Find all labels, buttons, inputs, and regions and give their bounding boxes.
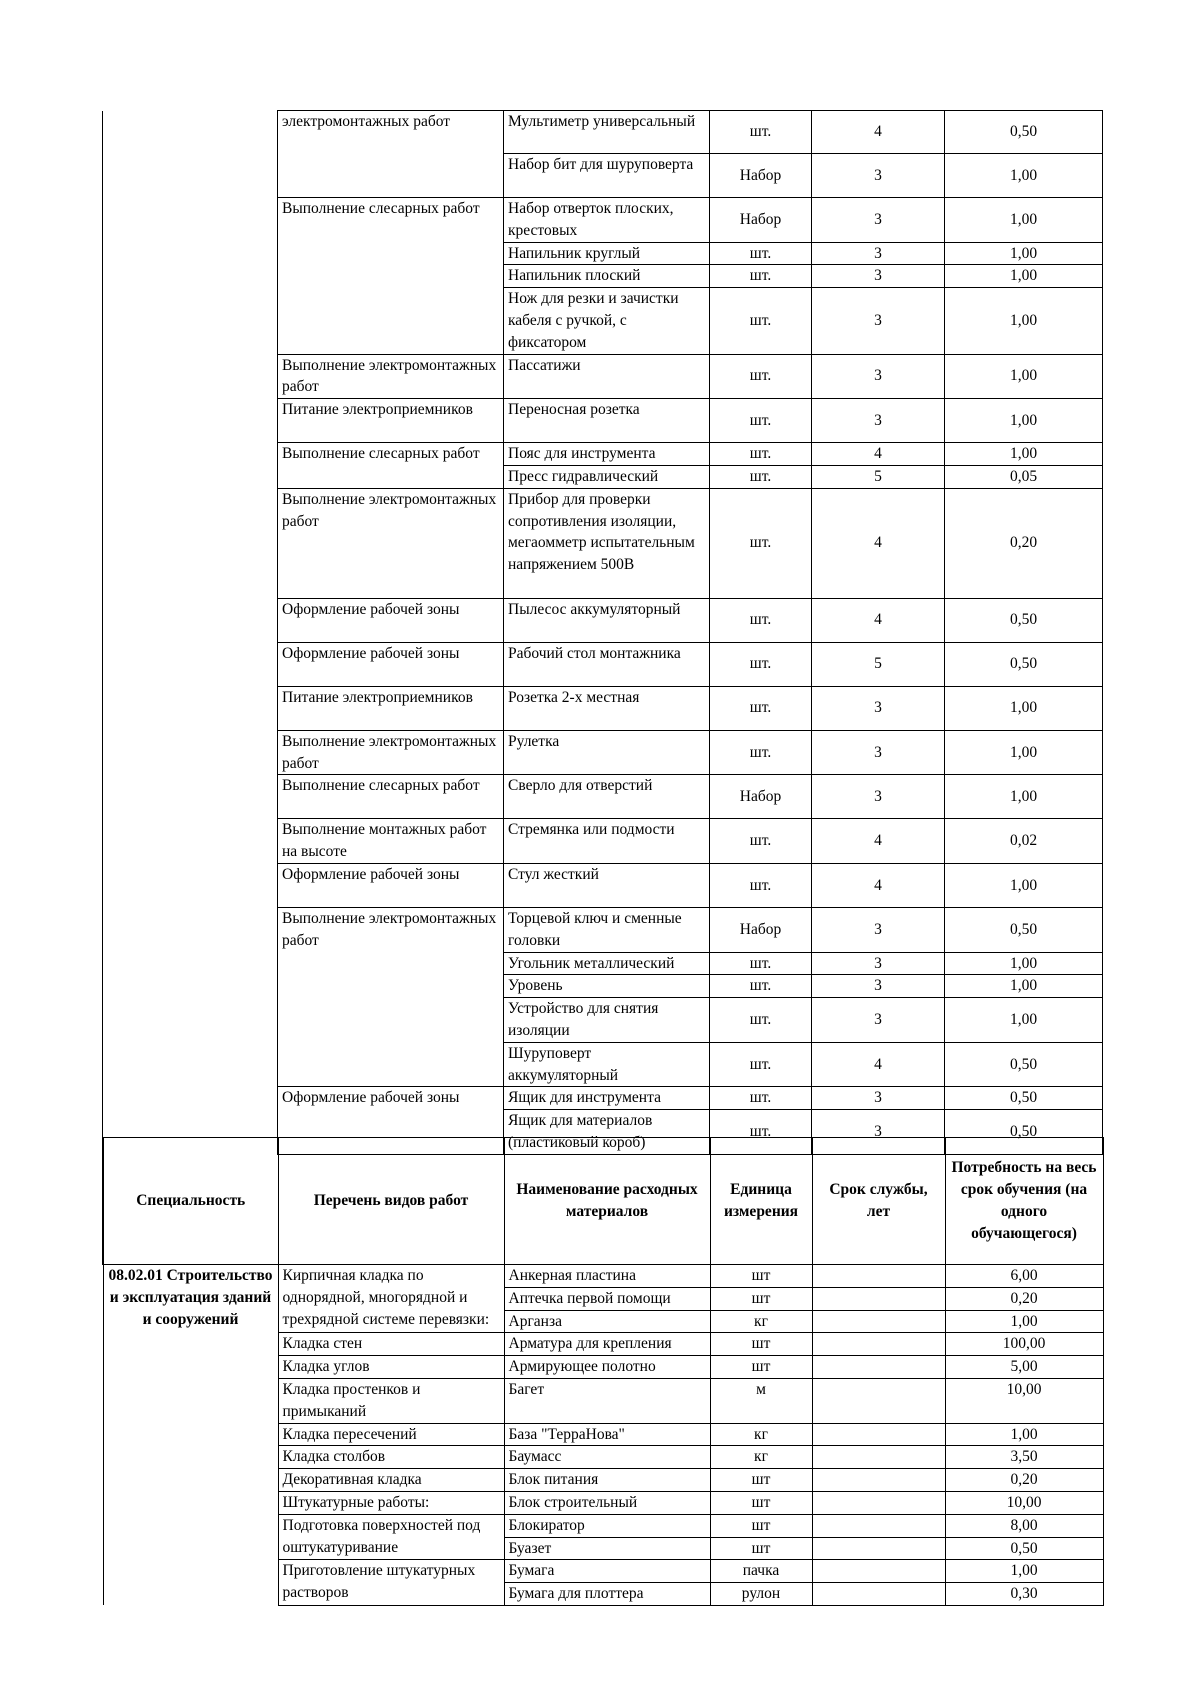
work-cell: Подготовка поверхностей под оштукатуривание: [278, 1514, 504, 1560]
item-cell: Устройство для снятия изоляции: [504, 998, 710, 1043]
unit-cell: шт.: [710, 686, 812, 730]
need-cell: 1,00: [945, 354, 1103, 399]
work-cell: Кладка пересечений: [278, 1423, 504, 1446]
work-cell: Выполнение слесарных работ: [278, 443, 504, 489]
item-cell: Розетка 2-х местная: [504, 686, 710, 730]
unit-cell: шт.: [710, 443, 812, 466]
life-cell: [812, 1378, 945, 1423]
need-cell: 1,00: [945, 730, 1103, 775]
life-cell: 3: [812, 242, 945, 265]
need-cell: 0,20: [945, 1469, 1103, 1492]
need-cell: 0,50: [945, 598, 1103, 642]
work-cell: Кирпичная кладка по однорядной, многорядной и трехрядной системе перевязки:: [278, 1265, 504, 1333]
need-cell: 0,50: [945, 1537, 1103, 1560]
unit-cell: шт.: [710, 1110, 812, 1155]
item-cell: Ящик для инструмента: [504, 1087, 710, 1110]
work-cell: Декоративная кладка: [278, 1469, 504, 1492]
item-cell: Напильник круглый: [504, 242, 710, 265]
work-cell: Кладка столбов: [278, 1446, 504, 1469]
item-cell: Блок питания: [504, 1469, 710, 1492]
life-cell: 4: [812, 488, 945, 598]
need-cell: 0,50: [945, 1042, 1103, 1087]
item-cell: Пассатижи: [504, 354, 710, 399]
unit-cell: шт.: [710, 975, 812, 998]
life-cell: 4: [812, 111, 945, 154]
work-cell: Питание электроприемников: [278, 399, 504, 443]
item-cell: Набор отверток плоских, крестовых: [504, 198, 710, 243]
item-cell: Анкерная пластина: [504, 1265, 710, 1288]
life-cell: [812, 1265, 945, 1288]
unit-cell: пачка: [710, 1560, 812, 1583]
item-cell: Пресс гидравлический: [504, 465, 710, 488]
header-works: Перечень видов работ: [278, 1138, 504, 1265]
work-cell: Кладка углов: [278, 1356, 504, 1379]
unit-cell: шт.: [710, 598, 812, 642]
need-cell: 1,00: [945, 952, 1103, 975]
unit-cell: шт.: [710, 952, 812, 975]
need-cell: 10,00: [945, 1378, 1103, 1423]
need-cell: 1,00: [945, 265, 1103, 288]
need-cell: 0,02: [945, 819, 1103, 864]
unit-cell: шт.: [710, 998, 812, 1043]
item-cell: Аптечка первой помощи: [504, 1287, 710, 1310]
unit-cell: шт.: [710, 819, 812, 864]
unit-cell: шт: [710, 1287, 812, 1310]
item-cell: Бумага: [504, 1560, 710, 1583]
need-cell: 1,00: [945, 863, 1103, 907]
life-cell: [812, 1560, 945, 1583]
item-cell: Мультиметр универсальный: [504, 111, 710, 154]
life-cell: [812, 1583, 945, 1606]
life-cell: 4: [812, 443, 945, 466]
table-header-row: [103, 1138, 1103, 1265]
item-cell: Переносная розетка: [504, 399, 710, 443]
need-cell: 5,00: [945, 1356, 1103, 1379]
need-cell: 0,20: [945, 1287, 1103, 1310]
work-cell: Питание электроприемников: [278, 686, 504, 730]
item-cell: Сверло для отверстий: [504, 775, 710, 819]
unit-cell: шт.: [710, 1042, 812, 1087]
life-cell: [812, 1514, 945, 1537]
life-cell: 4: [812, 598, 945, 642]
need-cell: 0,50: [945, 642, 1103, 686]
specialty-cell: 08.02.01 Строительство и эксплуатация зданий и сооружений: [103, 1265, 278, 1606]
unit-cell: шт: [710, 1514, 812, 1537]
unit-cell: шт: [710, 1356, 812, 1379]
unit-cell: шт.: [710, 730, 812, 775]
item-cell: Стремянка или подмости: [504, 819, 710, 864]
need-cell: 0,50: [945, 907, 1103, 952]
life-cell: [812, 1537, 945, 1560]
header-need: Потребность на весь срок обучения (на одного обучающегося): [945, 1138, 1103, 1265]
specialty-cell: [103, 111, 278, 1155]
equipment-table: [102, 110, 1103, 1155]
item-cell: Рулетка: [504, 730, 710, 775]
item-cell: Угольник металлический: [504, 952, 710, 975]
unit-cell: шт.: [710, 465, 812, 488]
need-cell: 1,00: [945, 775, 1103, 819]
item-cell: Нож для резки и зачистки кабеля с ручкой, с фиксатором: [504, 288, 710, 354]
need-cell: 1,00: [945, 443, 1103, 466]
work-cell: Штукатурные работы:: [278, 1491, 504, 1514]
unit-cell: Набор: [710, 907, 812, 952]
need-cell: 1,00: [945, 1423, 1103, 1446]
need-cell: 0,50: [945, 1110, 1103, 1155]
work-cell: Приготовление штукатурных растворов: [278, 1560, 504, 1606]
need-cell: 100,00: [945, 1333, 1103, 1356]
item-cell: Напильник плоский: [504, 265, 710, 288]
unit-cell: шт.: [710, 399, 812, 443]
life-cell: 5: [812, 642, 945, 686]
life-cell: 4: [812, 863, 945, 907]
life-cell: 4: [812, 819, 945, 864]
work-cell: Выполнение монтажных работ на высоте: [278, 819, 504, 864]
unit-cell: шт.: [710, 242, 812, 265]
need-cell: 1,00: [945, 975, 1103, 998]
need-cell: 3,50: [945, 1446, 1103, 1469]
item-cell: Багет: [504, 1378, 710, 1423]
unit-cell: шт: [710, 1333, 812, 1356]
need-cell: 1,00: [945, 686, 1103, 730]
work-cell: Выполнение слесарных работ: [278, 198, 504, 355]
life-cell: 3: [812, 730, 945, 775]
item-cell: Бумага для плоттера: [504, 1583, 710, 1606]
need-cell: 8,00: [945, 1514, 1103, 1537]
header-specialty: Специальность: [103, 1138, 278, 1265]
item-cell: Прибор для проверки сопротивления изоляции, мегаомметр испытательным напряжением 500В: [504, 488, 710, 598]
item-cell: Баумасс: [504, 1446, 710, 1469]
need-cell: 1,00: [945, 288, 1103, 354]
life-cell: 5: [812, 465, 945, 488]
need-cell: 0,30: [945, 1583, 1103, 1606]
unit-cell: шт: [710, 1537, 812, 1560]
life-cell: 3: [812, 775, 945, 819]
unit-cell: шт.: [710, 354, 812, 399]
item-cell: Уровень: [504, 975, 710, 998]
need-cell: 1,00: [945, 1560, 1103, 1583]
work-cell: Выполнение слесарных работ: [278, 775, 504, 819]
item-cell: Стул жесткий: [504, 863, 710, 907]
unit-cell: кг: [710, 1423, 812, 1446]
work-cell: электромонтажных работ: [278, 111, 504, 198]
work-cell: Оформление рабочей зоны: [278, 1087, 504, 1154]
item-cell: Блок строительный: [504, 1491, 710, 1514]
table-row: [103, 111, 1103, 154]
unit-cell: шт.: [710, 642, 812, 686]
life-cell: 3: [812, 198, 945, 243]
unit-cell: шт.: [710, 111, 812, 154]
unit-cell: рулон: [710, 1583, 812, 1606]
work-cell: Выполнение электромонтажных работ: [278, 907, 504, 1086]
life-cell: 3: [812, 952, 945, 975]
life-cell: 3: [812, 686, 945, 730]
life-cell: 3: [812, 154, 945, 198]
life-cell: [812, 1491, 945, 1514]
life-cell: [812, 1287, 945, 1310]
unit-cell: шт.: [710, 288, 812, 354]
unit-cell: Набор: [710, 154, 812, 198]
work-cell: Оформление рабочей зоны: [278, 598, 504, 642]
life-cell: 3: [812, 354, 945, 399]
unit-cell: кг: [710, 1446, 812, 1469]
item-cell: Ящик для материалов (пластиковый короб): [504, 1110, 710, 1155]
life-cell: 3: [812, 907, 945, 952]
work-cell: Выполнение электромонтажных работ: [278, 730, 504, 775]
unit-cell: Набор: [710, 198, 812, 243]
item-cell: Блокиратор: [504, 1514, 710, 1537]
need-cell: 0,20: [945, 488, 1103, 598]
need-cell: 10,00: [945, 1491, 1103, 1514]
life-cell: 3: [812, 265, 945, 288]
header-life: Срок службы, лет: [812, 1138, 945, 1265]
unit-cell: шт: [710, 1265, 812, 1288]
life-cell: 4: [812, 1042, 945, 1087]
unit-cell: шт.: [710, 265, 812, 288]
item-cell: Буазет: [504, 1537, 710, 1560]
item-cell: Набор бит для шуруповерта: [504, 154, 710, 198]
item-cell: Шуруповерт аккумуляторный: [504, 1042, 710, 1087]
item-cell: База "ТерраНова": [504, 1423, 710, 1446]
life-cell: 3: [812, 1087, 945, 1110]
header-item: Наименование расходных материалов: [504, 1138, 710, 1265]
table-row: [103, 1265, 1103, 1288]
unit-cell: кг: [710, 1310, 812, 1333]
need-cell: 6,00: [945, 1265, 1103, 1288]
need-cell: 1,00: [945, 242, 1103, 265]
unit-cell: шт.: [710, 863, 812, 907]
unit-cell: шт: [710, 1469, 812, 1492]
life-cell: [812, 1423, 945, 1446]
need-cell: 1,00: [945, 198, 1103, 243]
work-cell: Оформление рабочей зоны: [278, 863, 504, 907]
unit-cell: шт.: [710, 488, 812, 598]
life-cell: [812, 1356, 945, 1379]
need-cell: 0,05: [945, 465, 1103, 488]
unit-cell: шт: [710, 1491, 812, 1514]
unit-cell: Набор: [710, 775, 812, 819]
need-cell: 1,00: [945, 1310, 1103, 1333]
work-cell: Оформление рабочей зоны: [278, 642, 504, 686]
life-cell: 3: [812, 288, 945, 354]
need-cell: 1,00: [945, 399, 1103, 443]
work-cell: Кладка простенков и примыканий: [278, 1378, 504, 1423]
life-cell: [812, 1446, 945, 1469]
unit-cell: м: [710, 1378, 812, 1423]
item-cell: Рабочий стол монтажника: [504, 642, 710, 686]
item-cell: Арганза: [504, 1310, 710, 1333]
item-cell: Арматура для крепления: [504, 1333, 710, 1356]
item-cell: Пояс для инструмента: [504, 443, 710, 466]
item-cell: Армирующее полотно: [504, 1356, 710, 1379]
materials-table: [102, 1137, 1104, 1606]
life-cell: 3: [812, 998, 945, 1043]
need-cell: 0,50: [945, 1087, 1103, 1110]
life-cell: [812, 1333, 945, 1356]
work-cell: Кладка стен: [278, 1333, 504, 1356]
life-cell: 3: [812, 399, 945, 443]
work-cell: Выполнение электромонтажных работ: [278, 488, 504, 598]
need-cell: 0,50: [945, 111, 1103, 154]
life-cell: 3: [812, 975, 945, 998]
work-cell: Выполнение электромонтажных работ: [278, 354, 504, 399]
item-cell: Пылесос аккумуляторный: [504, 598, 710, 642]
item-cell: Торцевой ключ и сменные головки: [504, 907, 710, 952]
header-unit: Единица измерения: [710, 1138, 812, 1265]
life-cell: [812, 1310, 945, 1333]
unit-cell: шт.: [710, 1087, 812, 1110]
need-cell: 1,00: [945, 154, 1103, 198]
need-cell: 1,00: [945, 998, 1103, 1043]
life-cell: 3: [812, 1110, 945, 1155]
life-cell: [812, 1469, 945, 1492]
